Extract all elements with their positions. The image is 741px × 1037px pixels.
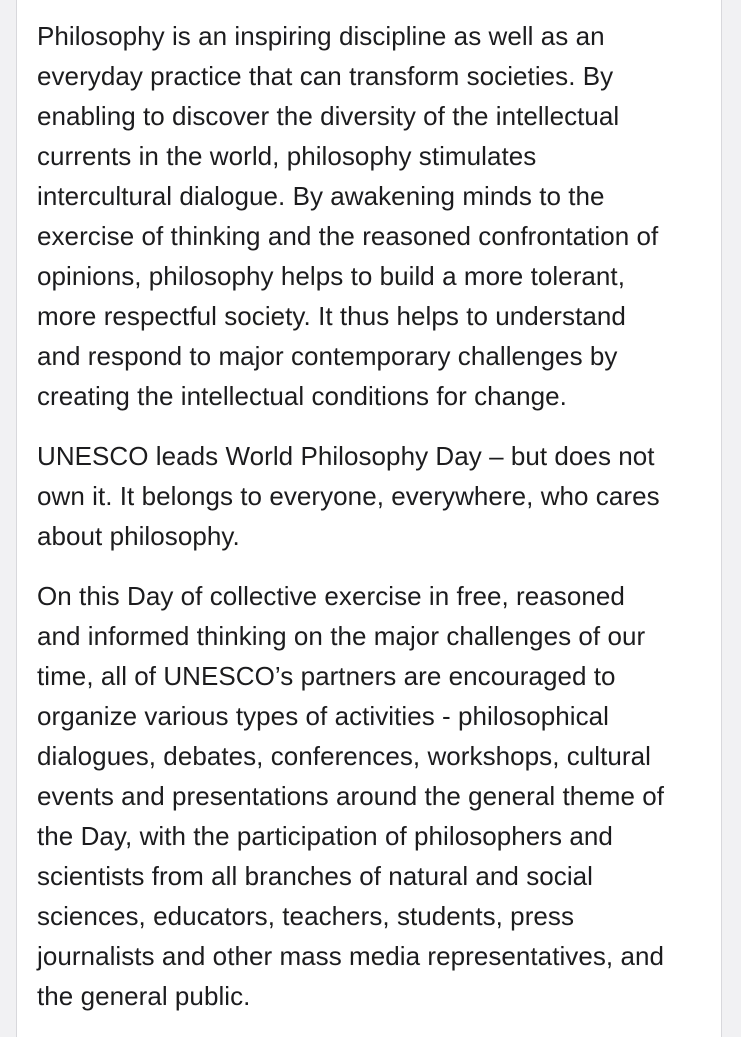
article-page — [16, 0, 722, 1037]
paragraph-day-activities: On this Day of collective exercise in free, reasoned and informed thinking on the major challenges of our time, all of UNESCO’s partners are encouraged to organize various types of activities - philosophical dialogues, debates, conferences, workshops, cultural events and presentations around the general theme of the Day, with the participation of philosophers and scientists from all branches of natural and social sciences, educators, teachers, students, press journalists and other mass media representatives, and the general public. — [37, 581, 665, 1011]
article-body — [17, 0, 721, 1016]
paragraph-unesco-role: UNESCO leads World Philosophy Day – but does not own it. It belongs to everyone, everywhere, who cares about philosophy. — [37, 441, 660, 551]
paragraph-philosophy-intro: Philosophy is an inspiring discipline as well as an everyday practice that can transform societies. By enabling to discover the diversity of the intellectual currents in the world, philosophy stimulates intercultural dialogue. By awakening minds to the exercise of thinking and the reasoned confrontation of opinions, philosophy helps to build a more tolerant, more respectful society. It thus helps to understand and respond to major contemporary challenges by creating the intellectual conditions for change. — [37, 21, 659, 411]
